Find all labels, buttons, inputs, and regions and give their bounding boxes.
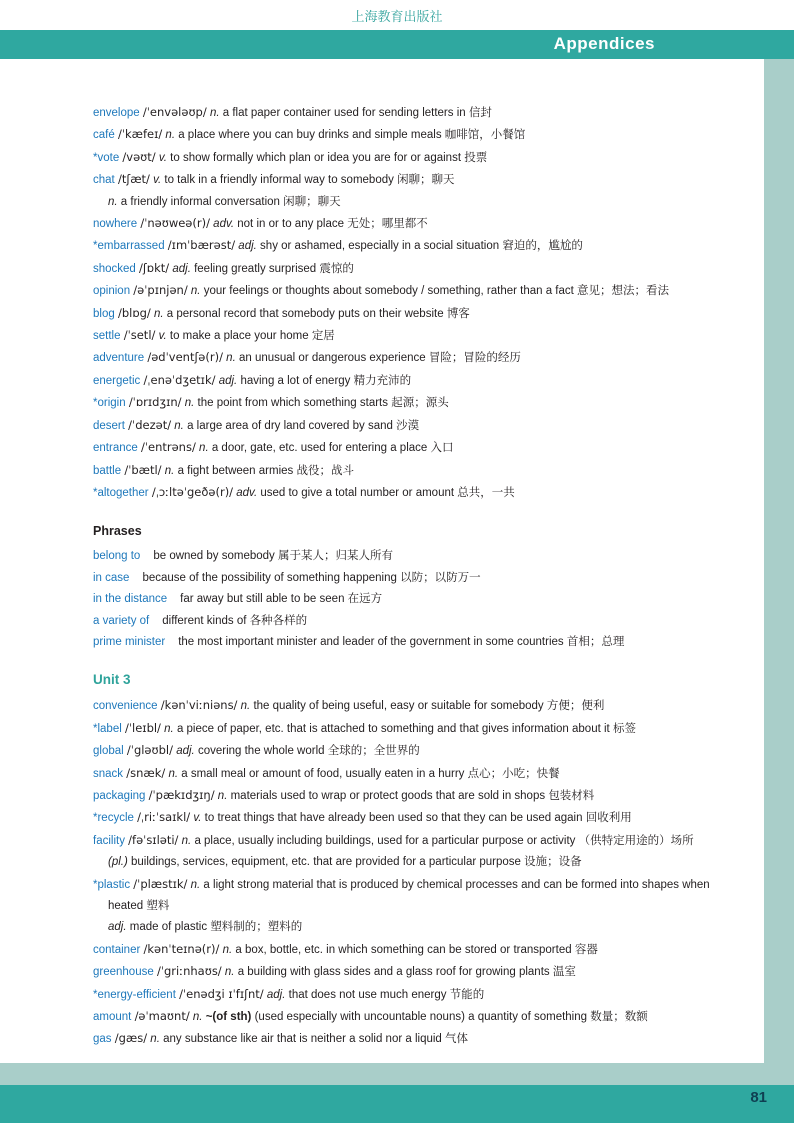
entry-definition: an unusual or dangerous experience — [238, 352, 426, 365]
entry-definition: your feelings or thoughts about somebody / something, rather than a fact — [203, 285, 574, 298]
entry-definition: to make a place your home — [169, 330, 309, 343]
entry-pos: n. — [190, 878, 201, 891]
dict-entry-subline — [93, 852, 734, 873]
entry-chinese: 设施；设备 — [524, 856, 582, 869]
entry-pos: n. — [226, 352, 236, 365]
entry-definition: having a lot of energy — [240, 374, 351, 387]
entry-pos: n. — [165, 129, 176, 142]
dict-entry-subline — [93, 917, 734, 938]
footer-light-band — [0, 1063, 794, 1085]
phrase-chinese: 属于某人；归某人所有 — [278, 550, 393, 563]
dict-entry-subline — [93, 192, 734, 213]
phrase-text: in case — [93, 571, 130, 584]
entry-phonetic: /ˈkæfeɪ/ — [117, 127, 163, 142]
entry-word: battle — [93, 464, 122, 477]
entry-definition: a building with glass sides and a glass roof for growing plants — [237, 966, 550, 979]
entry-phonetic: /vəʊt/ — [122, 149, 156, 164]
entry-definition: feeling greatly surprised — [194, 262, 317, 275]
entry-definition: a fight between armies — [177, 464, 294, 477]
entry-word: *origin — [93, 397, 126, 410]
entry-phonetic: /ˈgriːnhaʊs/ — [156, 964, 222, 979]
entry-chinese: 闲聊；聊天 — [397, 174, 455, 187]
entry-word: chat — [93, 174, 115, 187]
entry-word: greenhouse — [93, 966, 154, 979]
entry-word: *label — [93, 722, 122, 735]
entry-phonetic: /əˈmaʊnt/ — [134, 1009, 190, 1024]
entry-word: *altogether — [93, 486, 149, 499]
entry-definition: a piece of paper, etc. that is attached to something and that gives information about it — [176, 722, 610, 735]
entry-chinese: 节能的 — [449, 988, 485, 1001]
dict-entry — [93, 437, 734, 459]
entry-chinese: 回收利用 — [585, 812, 632, 825]
entry-definition: a small meal or amount of food, usually eaten in a hurry — [181, 767, 465, 780]
entry-word: packaging — [93, 789, 146, 802]
dict-entry — [93, 370, 734, 392]
dict-entry — [93, 740, 734, 762]
dict-entry — [93, 984, 734, 1006]
entry-phonetic: /blɒg/ — [117, 305, 151, 320]
entry-list-unit2 — [93, 102, 734, 504]
entry-definition: any substance like air that is neither a solid nor a liquid — [163, 1033, 442, 1046]
entry-phonetic: /kənˈteɪnə(r)/ — [143, 941, 220, 956]
phrase-definition: different kinds of — [162, 614, 247, 627]
phrase-definition: the most important minister and leader of the government in some countries — [178, 635, 564, 648]
phrase-definition: be owned by somebody — [153, 550, 275, 563]
entry-chinese: 全球的；全世界的 — [327, 745, 420, 758]
entry-pos: adj. — [172, 262, 191, 275]
entry-definition: a friendly informal conversation — [120, 195, 280, 208]
entry-pos: v. — [158, 330, 167, 343]
dict-entry — [93, 213, 734, 235]
page-number: 81 — [750, 1089, 767, 1106]
dict-entry — [93, 169, 734, 191]
entry-word: amount — [93, 1011, 132, 1024]
entry-phonetic: /əˈpɪnjən/ — [133, 283, 188, 298]
right-decoration-strip — [764, 59, 794, 1063]
entry-pos: adj. — [218, 374, 238, 387]
entry-phonetic: /ʃɒkt/ — [139, 260, 170, 275]
entry-word: *vote — [93, 151, 120, 164]
entry-word: opinion — [93, 285, 131, 298]
entry-chinese: 温室 — [552, 966, 576, 979]
appendices-banner — [0, 30, 794, 59]
entry-chinese: 博客 — [446, 307, 470, 320]
entry-pos: n. — [192, 1011, 203, 1024]
dict-entry — [93, 1028, 734, 1050]
phrase-row — [93, 546, 734, 567]
entry-pos: n. — [209, 107, 220, 119]
dict-entry — [93, 235, 734, 257]
entry-word: desert — [93, 419, 125, 432]
entry-pos: v. — [193, 812, 202, 825]
entry-definition: used to give a total number or amount — [260, 486, 455, 499]
entry-phonetic: /snæk/ — [126, 765, 166, 780]
dict-entry — [93, 147, 734, 169]
entry-word: facility — [93, 834, 125, 847]
entry-pos: n. — [222, 943, 233, 956]
dict-entry — [93, 392, 734, 414]
entry-word: convenience — [93, 700, 158, 713]
entry-word: *recycle — [93, 812, 134, 825]
entry-chinese: 精力充沛的 — [353, 374, 412, 387]
phrases-list — [93, 546, 734, 653]
entry-word: entrance — [93, 442, 138, 455]
entry-pos: adv. — [236, 486, 258, 499]
unit3-heading: Unit 3 — [93, 672, 131, 688]
entry-definition: a box, bottle, etc. in which something can be stored or transported — [235, 943, 572, 956]
entry-word: snack — [93, 767, 124, 780]
entry-word: adventure — [93, 352, 145, 365]
entry-chinese: 战役；战斗 — [296, 464, 354, 477]
entry-word: *plastic — [93, 878, 131, 891]
entry-definition: buildings, services, equipment, etc. that are provided for a particular purpose — [131, 856, 521, 869]
dict-entry — [93, 939, 734, 961]
entry-chinese: 咖啡馆，小餐馆 — [444, 129, 526, 142]
entry-word: *embarrassed — [93, 240, 165, 253]
entry-definition: (used especially with uncountable nouns) a quantity of something — [254, 1011, 588, 1024]
dict-entry — [93, 1006, 734, 1028]
entry-phonetic: /ˈgləʊbl/ — [126, 743, 173, 758]
entry-chinese: 无处；哪里都不 — [347, 218, 428, 231]
entry-pos: adj. — [176, 745, 195, 758]
entry-chinese: 数量；数额 — [590, 1011, 648, 1024]
entry-pos: adv. — [213, 218, 235, 231]
dict-entry — [93, 325, 734, 347]
entry-chinese: 起源；源头 — [391, 397, 449, 410]
entry-phonetic: /ɪmˈbærəst/ — [167, 238, 236, 253]
entry-word: container — [93, 943, 141, 956]
entry-chinese: （供特定用途的）场所 — [578, 834, 694, 847]
entry-chinese: 塑料制的；塑料的 — [210, 921, 303, 934]
entry-definition: a light strong material that is produced by chemical processes and can be formed into shapes when heated — [108, 878, 710, 912]
entry-word: global — [93, 745, 124, 758]
entry-phonetic: /fəˈsɪləti/ — [128, 832, 179, 847]
entry-pos: n. — [217, 789, 228, 802]
entry-pos: adj. — [108, 921, 127, 934]
entry-chinese: 容器 — [574, 943, 598, 956]
entry-phonetic: /ˈleɪbl/ — [124, 720, 161, 735]
dict-entry — [93, 482, 734, 504]
phrase-chinese: 在远方 — [347, 593, 383, 606]
dict-entry — [93, 124, 734, 146]
entry-definition: covering the whole world — [197, 745, 325, 758]
dict-entry — [93, 102, 734, 124]
entry-bold: ~(of sth) — [205, 1011, 252, 1024]
entry-pos: v. — [158, 151, 167, 164]
dict-entry — [93, 961, 734, 983]
entry-phonetic: /ˌenəˈdʒetɪk/ — [143, 372, 216, 387]
entry-pos: n. — [154, 307, 164, 320]
dict-entry — [93, 415, 734, 437]
entry-definition: not in or to any place — [237, 218, 345, 231]
phrase-text: belong to — [93, 550, 141, 563]
entry-pos: n. — [174, 419, 184, 432]
entry-definition: a place, usually including buildings, used for a particular purpose or activity — [194, 834, 576, 847]
entry-word: *energy-efficient — [93, 988, 176, 1001]
entry-chinese: 沙漠 — [396, 419, 420, 432]
phrase-chinese: 以防；以防万一 — [400, 571, 481, 584]
dict-entry — [93, 830, 734, 852]
entry-phonetic: /ˈdezət/ — [128, 417, 172, 432]
entry-chinese: 定居 — [311, 330, 335, 343]
entry-pos: n. — [164, 464, 175, 477]
dict-entry — [93, 303, 734, 325]
entry-word: blog — [93, 307, 115, 320]
entry-chinese: 塑料 — [146, 900, 170, 912]
phrase-definition: far away but still able to be seen — [180, 593, 345, 606]
entry-definition: to show formally which plan or idea you are for or against — [170, 151, 462, 164]
entry-definition: materials used to wrap or protect goods that are sold in shops — [230, 789, 546, 802]
dict-entry — [93, 763, 734, 785]
entry-chinese: 点心；小吃；快餐 — [467, 767, 560, 780]
entry-pos: (pl.) — [108, 856, 128, 869]
phrase-row — [93, 589, 734, 610]
phrase-row — [93, 632, 734, 653]
entry-phonetic: /ˌɔːltəˈgeðə(r)/ — [151, 484, 234, 499]
entry-phonetic: /gæs/ — [114, 1031, 148, 1046]
entry-pos: n. — [150, 1033, 160, 1046]
entry-pos: adj. — [238, 240, 257, 253]
phrase-text: in the distance — [93, 593, 168, 606]
entry-word: energetic — [93, 374, 141, 387]
entry-word: shocked — [93, 262, 136, 275]
entry-word: café — [93, 129, 115, 142]
dict-entry — [93, 807, 734, 829]
entry-chinese: 标签 — [612, 722, 636, 735]
entry-chinese: 入口 — [430, 442, 454, 455]
entry-chinese: 意见；想法；看法 — [577, 285, 670, 298]
entry-word: settle — [93, 330, 121, 343]
entry-chinese: 气体 — [445, 1033, 469, 1046]
entry-definition: to treat things that have already been used so that they can be used again — [204, 812, 583, 825]
entry-phonetic: /tʃæt/ — [117, 172, 150, 187]
phrase-chinese: 首相；总理 — [566, 635, 625, 648]
entry-chinese: 冒险；冒险的经历 — [428, 352, 521, 365]
entry-chinese: 投票 — [464, 151, 488, 164]
entry-definition: that does not use much energy — [288, 988, 447, 1001]
entry-phonetic: /ˈplæstɪk/ — [133, 876, 188, 891]
entry-phonetic: /ˈsetl/ — [123, 328, 156, 343]
entry-pos: n. — [164, 722, 174, 735]
dict-entry — [93, 718, 734, 740]
entry-pos: n. — [190, 285, 201, 298]
entry-definition: the point from which something starts — [197, 397, 389, 410]
phrase-row — [93, 611, 734, 632]
dict-entry — [93, 695, 734, 717]
banner-title: Appendices — [553, 34, 655, 53]
entry-definition: a personal record that somebody puts on their website — [166, 307, 444, 320]
entry-pos: n. — [240, 700, 251, 713]
entry-phonetic: /ˈenvələʊp/ — [142, 105, 207, 119]
entry-phonetic: /ˈenədʒi ɪˈfɪʃnt/ — [179, 986, 264, 1001]
phrase-text: prime minister — [93, 635, 166, 648]
entry-definition: shy or ashamed, especially in a social situation — [260, 240, 500, 253]
entry-phonetic: /ˈnəʊweə(r)/ — [140, 216, 210, 231]
glossary-content — [93, 58, 734, 1051]
footer-band — [0, 1085, 794, 1123]
entry-pos: n. — [108, 195, 118, 208]
entry-list-unit3 — [93, 695, 734, 1051]
dict-entry — [93, 347, 734, 369]
entry-pos: n. — [168, 767, 179, 780]
phrase-definition: because of the possibility of something happening — [142, 571, 397, 584]
entry-word: envelope — [93, 107, 140, 119]
entry-chinese: 方便；便利 — [546, 700, 605, 713]
entry-definition: the quality of being useful, easy or suitable for somebody — [253, 700, 544, 713]
entry-chinese: 窘迫的，尴尬的 — [502, 240, 583, 253]
dict-entry — [93, 258, 734, 280]
entry-phonetic: /ˈentrəns/ — [140, 440, 196, 455]
entry-phonetic: /ˈɒrɪdʒɪn/ — [128, 395, 182, 410]
entry-pos: n. — [181, 834, 192, 847]
entry-pos: n. — [199, 442, 209, 455]
entry-word: gas — [93, 1033, 112, 1046]
entry-phonetic: /kənˈviːniəns/ — [160, 698, 238, 713]
entry-definition: a large area of dry land covered by sand — [187, 419, 393, 432]
entry-phonetic: /ədˈventʃə(r)/ — [147, 350, 223, 365]
dict-entry — [93, 280, 734, 302]
dict-entry — [93, 785, 734, 807]
entry-phonetic: /ˈpækɪdʒɪŋ/ — [148, 787, 215, 802]
phrase-text: a variety of — [93, 614, 150, 627]
entry-phonetic: /ˌriːˈsaɪkl/ — [137, 810, 191, 825]
publisher-title: 上海教育出版社 — [351, 9, 443, 24]
entry-definition: a door, gate, etc. used for entering a place — [211, 442, 428, 455]
entry-chinese: 总共，一共 — [457, 486, 515, 499]
dict-entry — [93, 460, 734, 482]
entry-definition: made of plastic — [129, 921, 208, 934]
entry-pos: n. — [224, 966, 235, 979]
entry-phonetic: /ˈbætl/ — [124, 462, 162, 477]
phrases-heading: Phrases — [93, 524, 142, 539]
entry-definition: a place where you can buy drinks and simple meals — [178, 129, 442, 142]
entry-chinese: 震惊的 — [319, 262, 354, 275]
entry-chinese: 闲聊；聊天 — [283, 195, 341, 208]
entry-word: nowhere — [93, 218, 138, 231]
phrase-chinese: 各种各样的 — [249, 614, 308, 627]
entry-definition: to talk in a friendly informal way to somebody — [164, 174, 394, 187]
entry-pos: v. — [153, 174, 162, 187]
dict-entry — [93, 874, 734, 918]
entry-pos: adj. — [266, 988, 286, 1001]
entry-definition: a flat paper container used for sending letters in — [222, 107, 466, 119]
phrase-row — [93, 568, 734, 589]
entry-pos: n. — [184, 397, 195, 410]
entry-chinese: 包装材料 — [548, 789, 595, 802]
entry-chinese: 信封 — [468, 107, 492, 119]
